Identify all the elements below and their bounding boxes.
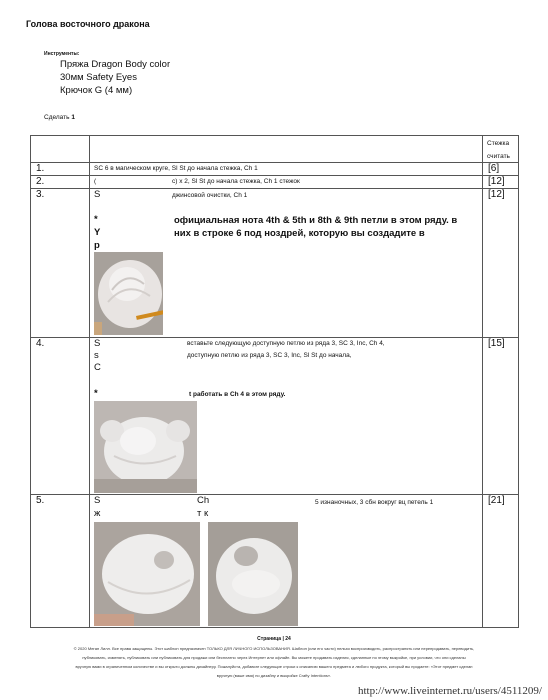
stitch-count: [15] (488, 338, 505, 349)
row-note: официальная нота 4th & 5th и 8th & 9th петли в этом ряду. в (174, 215, 458, 226)
page-title: Голова восточного дракона (26, 19, 150, 29)
row-instructions-start: C (94, 362, 101, 373)
note-marker: Y (94, 227, 101, 238)
row-number: 1. (36, 163, 45, 174)
make-count-line (44, 114, 75, 121)
table-border (30, 188, 519, 189)
crochet-photo (94, 401, 197, 493)
tool-item: Пряжа Dragon Body color (60, 59, 171, 70)
row-instructions-mid: Ch (197, 495, 210, 506)
row-instructions: SC 6 в магическом круге, Sl St до начала стежка, Ch 1 (94, 165, 258, 172)
note-marker: * (94, 388, 98, 399)
row-instructions-start: ж (94, 508, 101, 519)
tool-item: 30мм Safety Eyes (60, 72, 137, 83)
tool-item: Крючок G (4 мм) (60, 85, 133, 96)
row-instructions: c) x 2, Sl St до начала стежка, Ch 1 стежок (172, 178, 300, 185)
copyright-line: © 2020 Меган Лилл. Все права защищены. Этот шаблон предназначен ТОЛЬКО ДЛЯ ЛИЧНОГО ИСПОЛЬЗОВАНИЯ. Шаблон (или его части) нельзя воспроизводить, распространять или перепродавать, переводить, (73, 646, 475, 651)
header-stitch: Стежка (487, 140, 510, 147)
table-border (30, 627, 519, 628)
row-number: 5. (36, 495, 45, 506)
row-instructions-start: s (94, 350, 99, 361)
table-border (30, 337, 519, 338)
stitch-count: [12] (488, 189, 505, 200)
table-border (89, 135, 90, 628)
row-note: t работать в Ch 4 в этом ряду. (189, 391, 286, 398)
table-border (30, 175, 519, 176)
pattern-table (30, 135, 519, 628)
crochet-photo (94, 252, 163, 335)
stitch-count: [12] (488, 176, 505, 187)
row-instructions: 5 изнаночных, 3 сбн вокруг вц петель 1 (315, 499, 434, 506)
note-marker: * (94, 214, 98, 225)
stitch-count: [6] (488, 163, 500, 174)
crochet-photo (94, 522, 200, 626)
row-instructions-start: ( (94, 178, 97, 185)
row-instructions: вставьте следующую доступную петлю из ряда 3, SC 3, Inc, Ch 4, (187, 340, 385, 347)
row-instructions-start: S (94, 189, 101, 200)
note-marker: p (94, 240, 100, 251)
row-instructions-mid: т к (197, 508, 209, 519)
row-instructions-start: S (94, 495, 101, 506)
make-count: 1 (71, 114, 75, 121)
header-count: считать (487, 153, 510, 160)
table-border (30, 494, 519, 495)
row-number: 3. (36, 189, 45, 200)
copyright-line: вручную (ваше имя) по дизайну и выкройке Crafty Intentions». (216, 673, 332, 678)
copyright-line: публиковать, изменять, публиковать или публиковать для продажи или бесплатно через Интернет или офлайн. Вы можете продавать изделия, сделанные по этому выкройке, при условии, что они сделаны (82, 655, 466, 660)
make-label: Сделать (44, 114, 70, 121)
row-number: 2. (36, 176, 45, 187)
table-border (482, 135, 483, 628)
row-instructions-start: S (94, 338, 101, 349)
table-border (30, 135, 519, 136)
page-number: Страница | 24 (257, 636, 291, 642)
watermark-url: http://www.liveinternet.ru/users/4511209/ (357, 685, 542, 697)
stitch-count: [21] (488, 495, 505, 506)
crochet-photo (208, 522, 298, 626)
row-number: 4. (36, 338, 45, 349)
table-border (30, 135, 31, 628)
table-border (30, 162, 519, 163)
row-note: них в строке 6 под ноздрей, которую вы создадите в (174, 228, 425, 239)
row-instructions: доступную петлю из ряда 3, SC 3, Inc, Sl St до начала, (187, 352, 352, 359)
row-instructions: джинсовой очистки, Ch 1 (172, 192, 248, 199)
tools-label: Инструменты: (44, 51, 80, 57)
table-border (518, 135, 519, 628)
copyright-line: вручную вами в ограниченном количестве и вы открыто должны дизайнеру. Пожалуйста, добавьте следующие строки к описанию вашего предмета и любого продукта, который вы продаете: «Этот предмет сделан (75, 664, 473, 669)
